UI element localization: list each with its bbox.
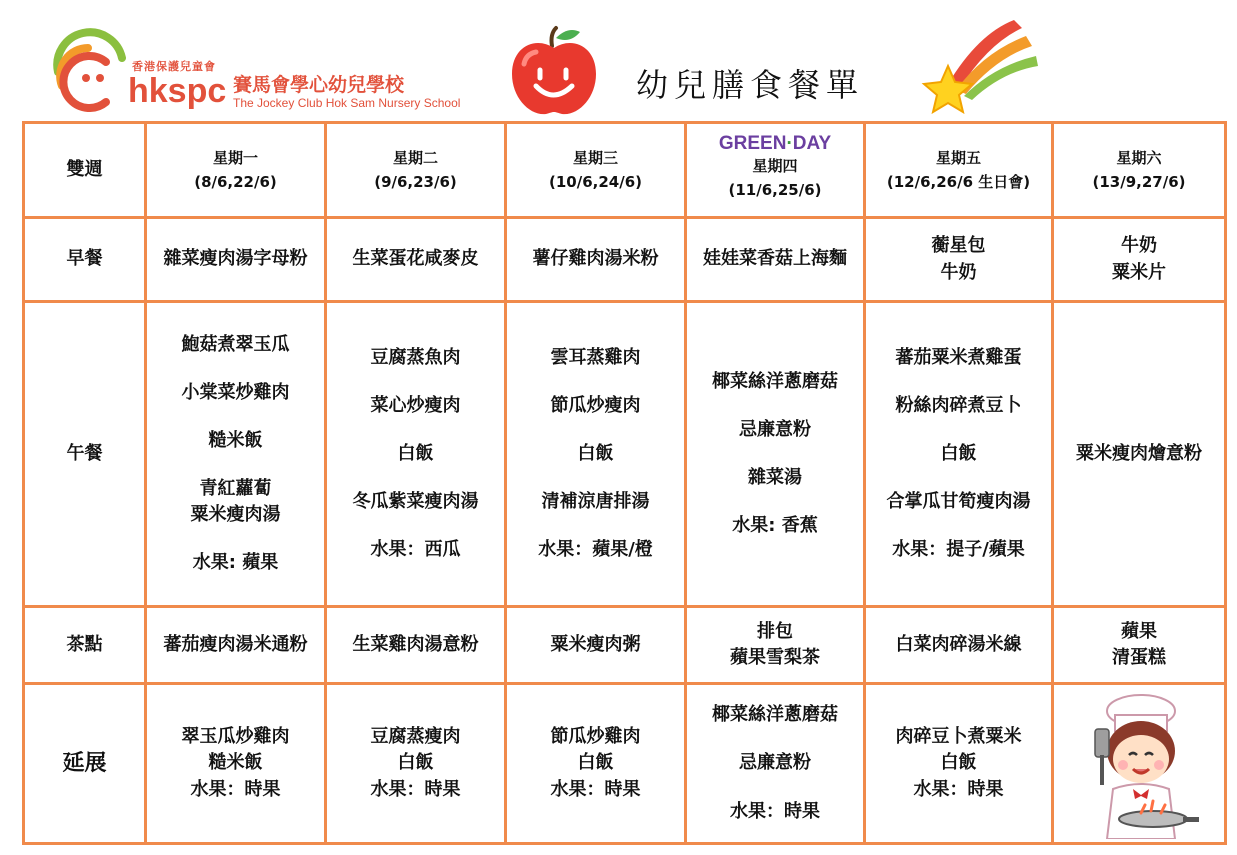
menu-cell: [686, 302, 865, 607]
day-dates: (10/6,24/6): [549, 173, 642, 191]
menu-item: 清補涼唐排湯: [541, 491, 650, 513]
day-name: 星期四: [752, 157, 798, 175]
day-name: 星期六: [1116, 149, 1162, 167]
week-corner-cell: 雙週: [24, 123, 146, 218]
org-small-name: 香港保護兒童會: [132, 60, 216, 73]
menu-table: [22, 121, 1227, 845]
menu-cell: [146, 218, 326, 302]
day-header-sat: [1053, 123, 1226, 218]
menu-item: 牛奶: [1121, 235, 1157, 257]
menu-item: 清蛋糕: [1112, 647, 1166, 668]
shooting-star-icon: [918, 14, 1040, 114]
menu-cell: [506, 302, 686, 607]
menu-item: 蕃茄粟米煮雞蛋: [895, 346, 1022, 368]
menu-item: 糙米飯: [208, 429, 263, 451]
menu-cell: [506, 218, 686, 302]
menu-item: 水果：時果: [550, 778, 641, 800]
row-label-breakfast: 早餐: [24, 218, 146, 302]
menu-item: 水果: 蘋果: [192, 552, 279, 574]
menu-item: 白飯: [397, 442, 434, 464]
menu-item: 白飯: [577, 752, 614, 774]
menu-item: 翠玉瓜炒雞肉: [181, 726, 290, 748]
menu-item: 水果：時果: [913, 778, 1004, 800]
menu-item: 粟米瘦肉燴意粉: [1076, 442, 1202, 464]
menu-item: 排包: [757, 620, 793, 642]
day-dates: (8/6,22/6): [194, 173, 277, 191]
menu-item: 蘋果雪梨茶: [730, 647, 820, 668]
menu-item: 菜心炒瘦肉: [370, 394, 461, 416]
menu-cell: [146, 684, 326, 844]
menu-item: 蘅星包: [931, 235, 986, 257]
menu-cell: [865, 302, 1053, 607]
school-name-en: The Jockey Club Hok Sam Nursery School: [233, 96, 461, 110]
menu-item: 白飯: [397, 752, 434, 774]
menu-item: 肉碎豆卜煮粟米: [895, 726, 1022, 748]
extended-row: [24, 684, 1226, 844]
menu-item: 蘋果: [1121, 620, 1157, 642]
menu-cell: [146, 302, 326, 607]
row-label-extended: 延展: [24, 684, 146, 844]
menu-item: 娃娃菜香菇上海麵: [703, 248, 847, 270]
menu-item: 粉絲肉碎煮豆卜: [895, 394, 1022, 416]
day-header-fri: [865, 123, 1053, 218]
menu-item: 白飯: [940, 752, 977, 774]
menu-item: 粟米瘦肉粥: [550, 633, 641, 655]
menu-item: 水果: 香蕉: [732, 515, 818, 537]
row-label-lunch: 午餐: [24, 302, 146, 607]
menu-item: 合掌瓜甘筍瘦肉湯: [886, 491, 1031, 513]
menu-item: 椰菜絲洋蔥磨菇: [712, 370, 838, 392]
menu-item: 椰菜絲洋蔥磨菇: [712, 704, 838, 726]
day-dates: (13/9,27/6): [1092, 173, 1186, 191]
menu-item: 豆腐蒸瘦肉: [370, 726, 461, 748]
menu-cell: [326, 302, 506, 607]
menu-item: 鮑菇煮翠玉瓜: [181, 333, 290, 355]
menu-item: 小棠菜炒雞肉: [181, 381, 290, 403]
menu-cell: [1053, 218, 1226, 302]
page-title: 幼兒膳食餐單: [636, 66, 865, 104]
brand-name: hkspc: [128, 72, 227, 110]
day-name: 星期一: [212, 149, 258, 167]
day-header-mon: [146, 123, 326, 218]
menu-item: 粟米片: [1112, 261, 1166, 283]
menu-item: 白菜肉碎湯米線: [895, 633, 1022, 655]
page-header: [0, 0, 1237, 120]
menu-cell: [146, 607, 326, 684]
green-day-badge: GREEN·DAY: [718, 133, 832, 154]
row-label-tea: 茶點: [24, 607, 146, 684]
menu-cell: [506, 684, 686, 844]
menu-item: 水果：時果: [370, 778, 461, 800]
menu-cell: [326, 684, 506, 844]
day-name: 星期五: [935, 149, 981, 167]
menu-item: 冬瓜紫菜瘦肉湯: [352, 491, 479, 513]
menu-item: 白飯: [577, 442, 614, 464]
menu-cell: [686, 607, 865, 684]
menu-cell: [1053, 607, 1226, 684]
menu-cell: [326, 607, 506, 684]
menu-item: 水果：時果: [190, 778, 281, 800]
menu-item: 雜菜湯: [748, 467, 802, 488]
menu-item: 忌廉意粉: [739, 418, 811, 440]
menu-item: 生菜蛋花咸麥皮: [352, 248, 479, 270]
menu-item: 忌廉意粉: [739, 752, 811, 774]
menu-item: 糙米飯: [208, 752, 263, 774]
day-name: 星期二: [392, 149, 438, 167]
menu-cell: [865, 607, 1053, 684]
menu-item: 雜菜瘦肉湯字母粉: [163, 248, 308, 270]
day-dates: (12/6,26/6 生日會): [886, 173, 1031, 191]
menu-cell: [506, 607, 686, 684]
chef-icon: [1079, 689, 1199, 839]
menu-item: 水果：西瓜: [370, 539, 461, 561]
header-row: [24, 123, 1226, 218]
school-name-zh: 賽馬會學心幼兒學校: [233, 74, 405, 96]
menu-cell: [865, 218, 1053, 302]
menu-item: 節瓜炒瘦肉: [550, 394, 641, 416]
menu-cell: [326, 218, 506, 302]
day-dates: (11/6,25/6): [728, 181, 822, 199]
menu-item: 牛奶: [940, 261, 977, 283]
day-dates: (9/6,23/6): [374, 173, 457, 191]
tea-row: [24, 607, 1226, 684]
menu-item: 節瓜炒雞肉: [550, 726, 641, 748]
lunch-row: [24, 302, 1226, 607]
menu-item: 水果：時果: [730, 800, 820, 822]
apple-icon: [506, 24, 602, 120]
hkspc-logo-icon: [48, 28, 128, 112]
menu-item: 水果：蘋果/橙: [538, 539, 653, 561]
menu-item: 粟米瘦肉湯: [190, 504, 281, 526]
chef-cell: [1053, 684, 1226, 844]
menu-item: 青紅蘿蔔: [199, 478, 272, 499]
menu-cell: [865, 684, 1053, 844]
menu-item: 雲耳蒸雞肉: [550, 346, 641, 368]
menu-item: 蕃茄瘦肉湯米通粉: [163, 633, 308, 655]
menu-cell: [686, 218, 865, 302]
menu-cell: [1053, 302, 1226, 607]
day-header-thu: [686, 123, 865, 218]
menu-item: 白飯: [940, 442, 977, 464]
menu-item: 生菜雞肉湯意粉: [352, 633, 479, 655]
menu-cell: [686, 684, 865, 844]
menu-item: 薯仔雞肉湯米粉: [532, 248, 659, 270]
day-header-wed: [506, 123, 686, 218]
day-header-tue: [326, 123, 506, 218]
breakfast-row: [24, 218, 1226, 302]
menu-item: 水果：提子/蘋果: [892, 539, 1025, 561]
day-name: 星期三: [572, 149, 618, 167]
menu-item: 豆腐蒸魚肉: [370, 346, 461, 368]
